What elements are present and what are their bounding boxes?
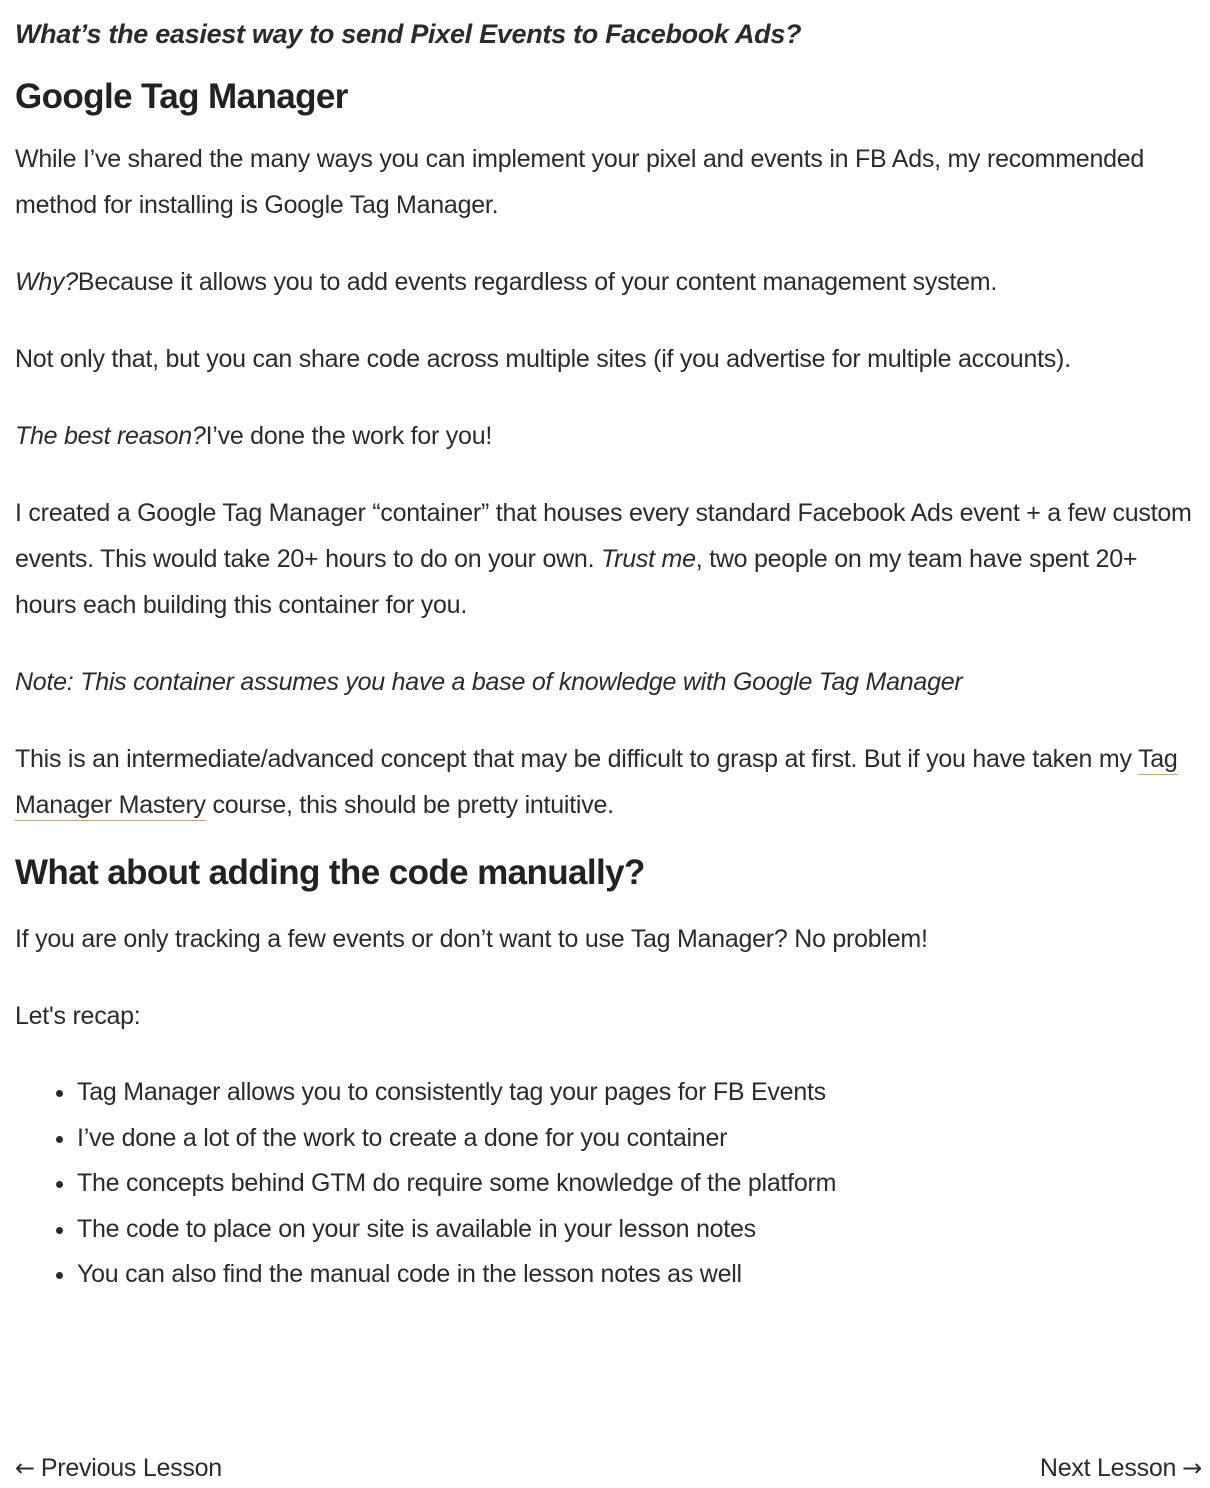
paragraph-intermediate-text-b: course, this should be pretty intuitive. — [205, 791, 614, 819]
list-item: • The code to place on your site is available in your lesson notes — [77, 1207, 1195, 1253]
recap-list — [15, 1070, 1195, 1298]
paragraph-container-text-b: , two people on my team have spent 20+ hours each building this container for you. — [15, 545, 1138, 619]
paragraph-intermediate-text-a: This is an intermediate/advanced concept that may be difficult to grasp at first. But if you have taken my — [15, 745, 1138, 773]
list-item: • Tag Manager allows you to consistently tag your pages for FB Events — [77, 1070, 1195, 1116]
arrow-right-icon: → — [1182, 1454, 1202, 1482]
previous-lesson-link[interactable] — [15, 1454, 222, 1483]
arrow-left-icon: ← — [15, 1454, 35, 1482]
list-item: • The concepts behind GTM do require some knowledge of the platform — [77, 1161, 1195, 1207]
emphasis-trust-me: Trust me — [600, 545, 696, 573]
paragraph-share-code: Not only that, but you can share code across multiple sites (if you advertise for multiple accounts). — [15, 345, 1071, 373]
section-heading-manual-code: What about adding the code manually? — [15, 853, 645, 892]
emphasis-best-reason: The best reason? — [15, 422, 206, 450]
paragraph-container-text-a: I created a Google Tag Manager “container” that houses every standard Facebook Ads event + a few custom events. This would take 20+ hours to do on your own. — [15, 499, 1192, 573]
section-heading-google-tag-manager: Google Tag Manager — [15, 77, 348, 116]
paragraph-no-problem: If you are only tracking a few events or don’t want to use Tag Manager? No problem! — [15, 925, 928, 953]
intro-question: What’s the easiest way to send Pixel Events to Facebook Ads? — [15, 19, 802, 49]
list-item: • I’ve done a lot of the work to create a done for you container — [77, 1116, 1195, 1162]
paragraph-best-reason — [15, 413, 1195, 459]
paragraph-recap: Let's recap: — [15, 1002, 141, 1030]
paragraph-recommended-method: While I’ve shared the many ways you can implement your pixel and events in FB Ads, my recommended method for installing is Google Tag Manager. — [15, 145, 1145, 219]
list-item: • You can also find the manual code in the lesson notes as well — [77, 1252, 1195, 1298]
next-lesson-label: Next Lesson — [1039, 1453, 1177, 1482]
paragraph-best-reason-text: I’ve done the work for you! — [205, 422, 493, 450]
next-lesson-link[interactable] — [1040, 1454, 1202, 1483]
paragraph-why-text: Because it allows you to add events regardless of your content management system. — [77, 268, 998, 296]
previous-lesson-label: Previous Lesson — [40, 1453, 222, 1482]
paragraph-intermediate-concept — [15, 736, 1195, 828]
tag-manager-mastery-link[interactable]: Tag Manager Mastery — [15, 745, 1178, 819]
note-paragraph — [15, 659, 1195, 705]
paragraph-container — [15, 490, 1195, 628]
emphasis-why: Why? — [15, 268, 78, 296]
paragraph-why — [15, 259, 1195, 305]
note-text: Note: This container assumes you have a base of knowledge with Google Tag Manager — [15, 668, 963, 696]
lesson-navigation — [15, 1448, 1202, 1488]
